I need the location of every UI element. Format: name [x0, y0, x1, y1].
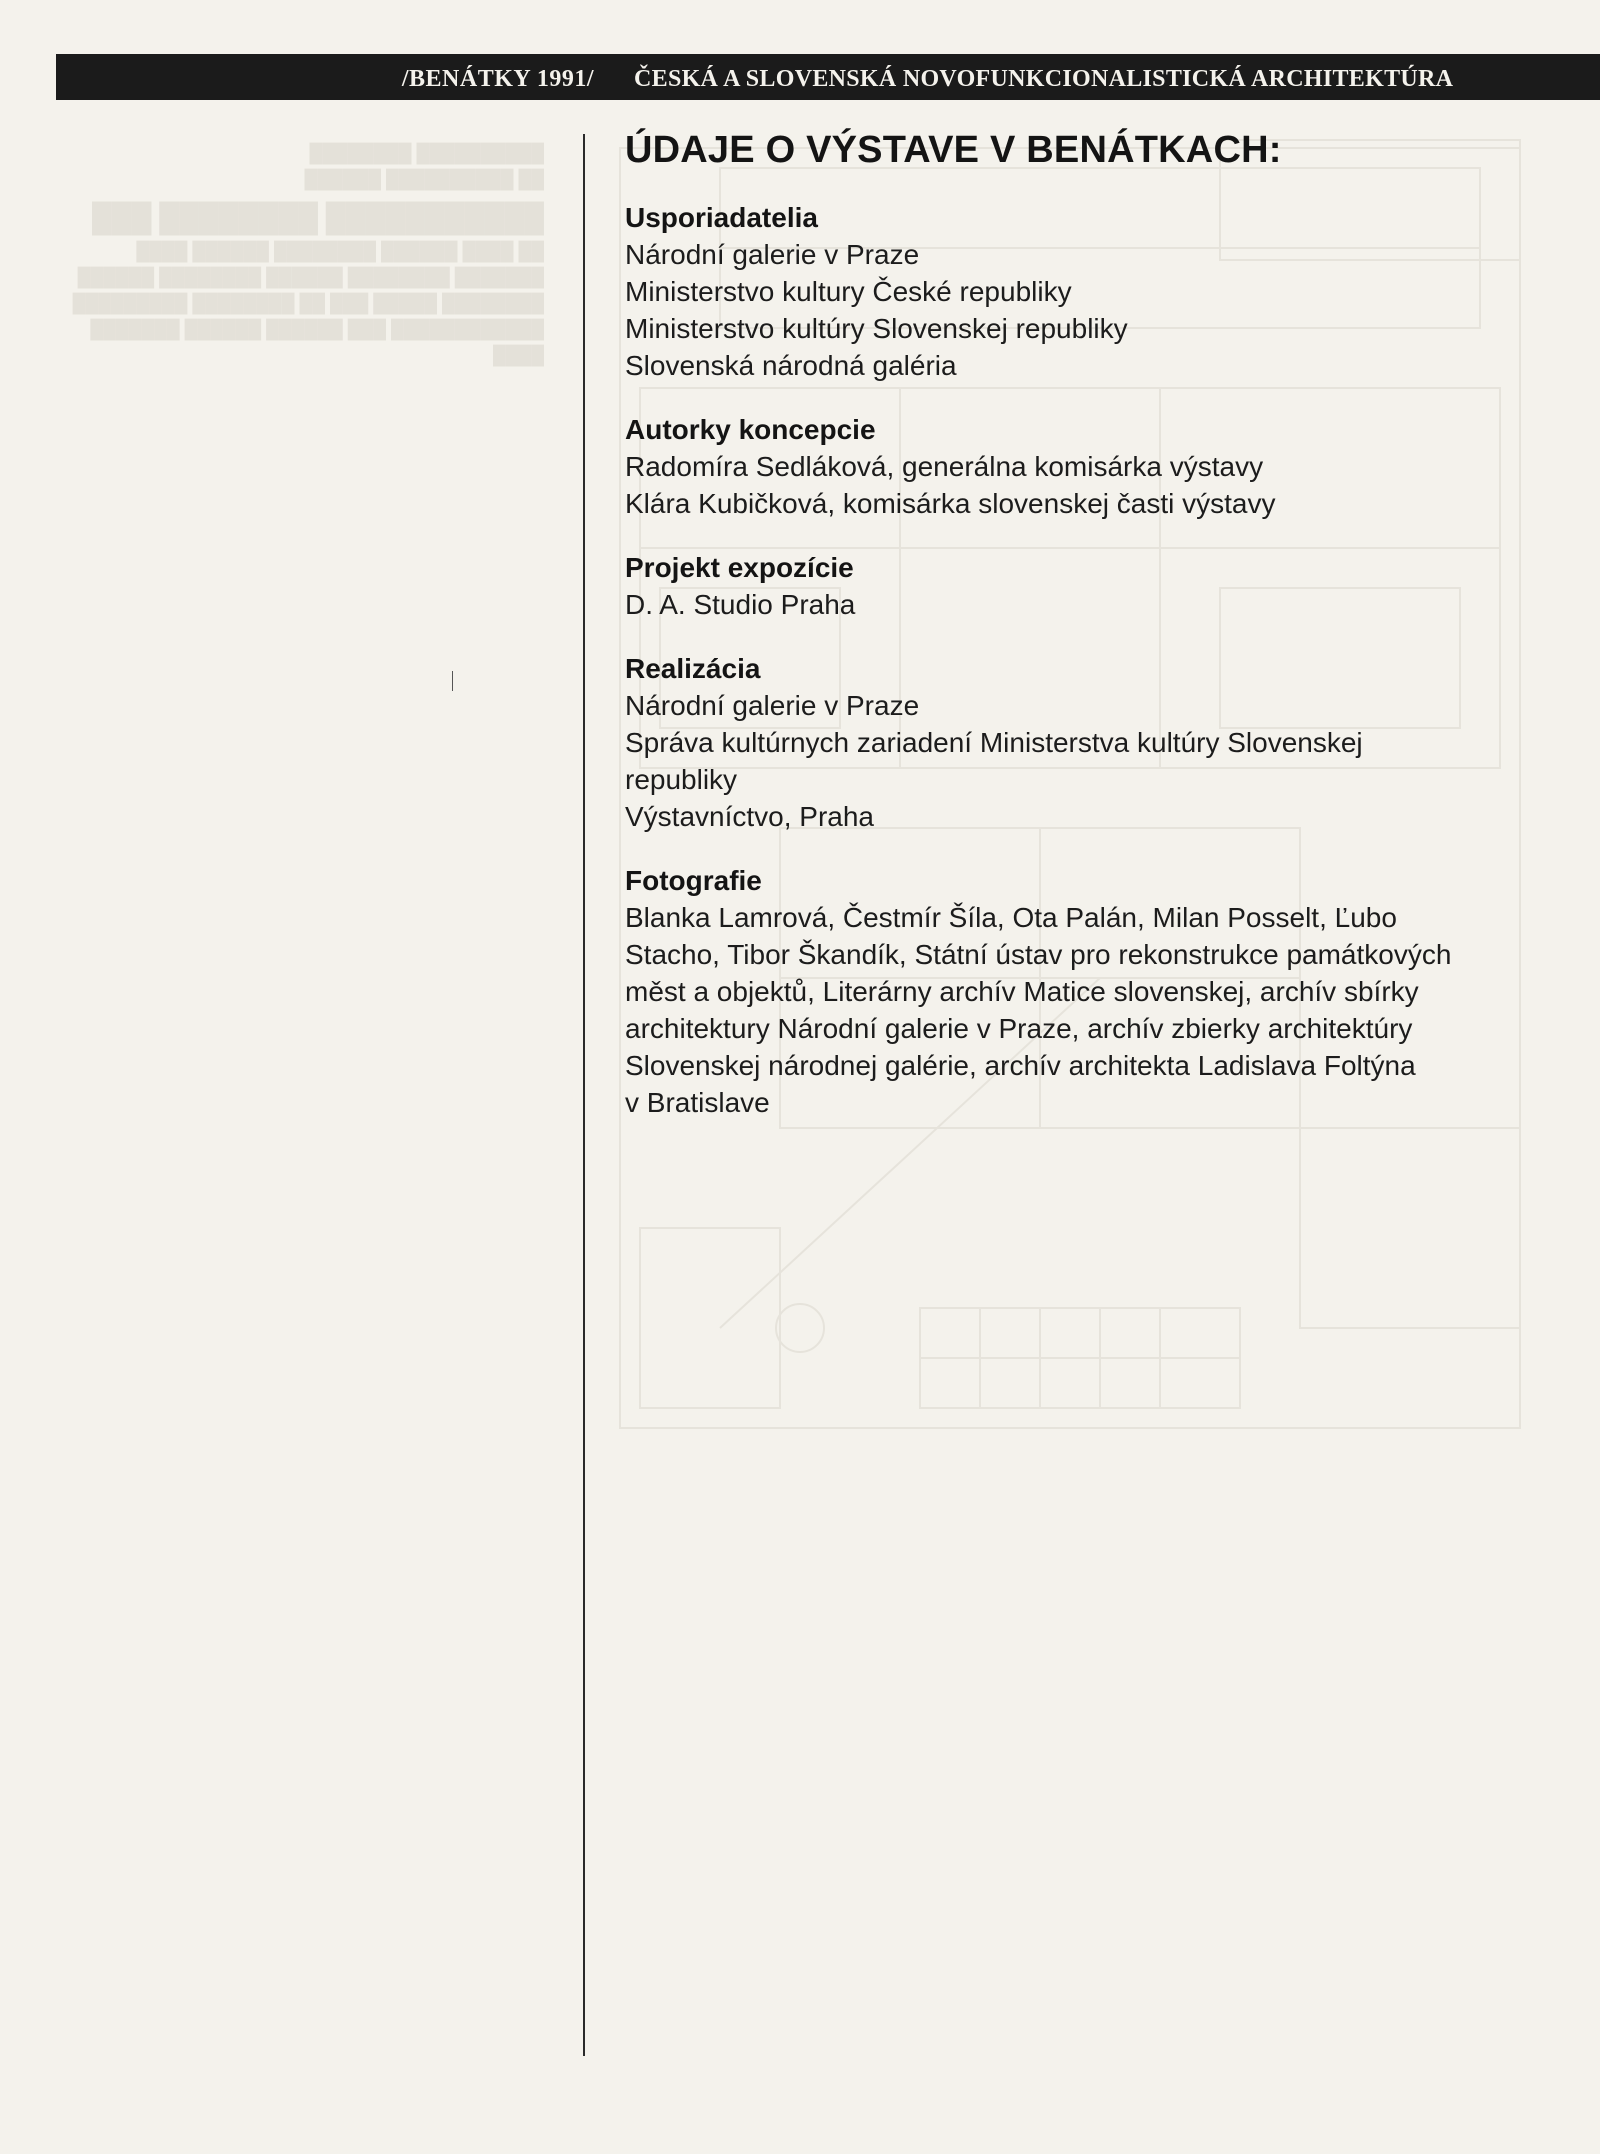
section-heading: Usporiadatelia — [625, 202, 818, 233]
section-line: Radomíra Sedláková, generálna komisárka výstavy — [625, 451, 1264, 482]
section-line: D. A. Studio Praha — [625, 589, 856, 620]
section-line: Správa kultúrnych zariadení Ministerstva kultúry Slovenskej — [625, 727, 1363, 758]
section-line: architektury Národní galerie v Praze, archív zbierky architektúry — [625, 1013, 1413, 1044]
section-heading: Projekt expozície — [625, 552, 854, 583]
section-line: Národní galerie v Praze — [625, 239, 920, 270]
section-line: Slovenská národná galéria — [625, 350, 957, 381]
running-header — [56, 54, 1600, 100]
section-heading: Autorky koncepcie — [625, 414, 876, 445]
section-line: Klára Kubičková, komisárka slovenskej časti výstavy — [625, 488, 1276, 519]
header-right-text: ČESKÁ A SLOVENSKÁ NOVOFUNKCIONALISTICKÁ ARCHITEKTÚRA — [634, 66, 1454, 92]
section-line: Ministerstvo kultúry Slovenskej republiky — [625, 313, 1128, 344]
section-line: Výstavníctvo, Praha — [625, 801, 875, 832]
show-through-text: ████████ ██████████ ██████ ██████████ ██ ███ ████████ ███████████ ████ ██████ ████████ ██████ ████ ██ ██████ ████████ ██████ ████████ ███████ █████████ ████████ ██ ███ █████ ████████ ███████ ██████ ██████ ███ ████████████ ████ — [72, 143, 544, 365]
section-concept-authors — [625, 412, 1585, 522]
section-line: Národní galerie v Praze — [625, 690, 920, 721]
section-line: Ministerstvo kultury České republiky — [625, 276, 1072, 307]
section-line: republiky — [625, 764, 738, 795]
column-divider — [583, 134, 585, 2056]
section-realization — [625, 651, 1585, 835]
section-photographs — [625, 863, 1585, 1121]
header-left-text: /BENÁTKY 1991/ — [401, 66, 594, 92]
section-heading: Realizácia — [625, 653, 761, 684]
exhibition-info — [625, 124, 1585, 1121]
section-exposition-project — [625, 550, 1585, 623]
section-organizers — [625, 200, 1585, 384]
section-line: Slovenskej národnej galérie, archív architekta Ladislava Foltýna — [625, 1050, 1416, 1081]
margin-mark — [452, 671, 453, 691]
section-line: měst a objektů, Literárny archív Matice slovenskej, archív sbírky — [625, 976, 1419, 1007]
section-line: Blanka Lamrová, Čestmír Šíla, Ota Palán, Milan Posselt, Ľubo — [625, 902, 1397, 933]
section-line: v Bratislave — [625, 1087, 770, 1118]
section-heading: Fotografie — [625, 865, 762, 896]
section-line: Stacho, Tibor Škandík, Státní ústav pro rekonstrukce památkových — [625, 939, 1452, 970]
page-title: ÚDAJE O VÝSTAVE V BENÁTKACH: — [625, 129, 1282, 171]
